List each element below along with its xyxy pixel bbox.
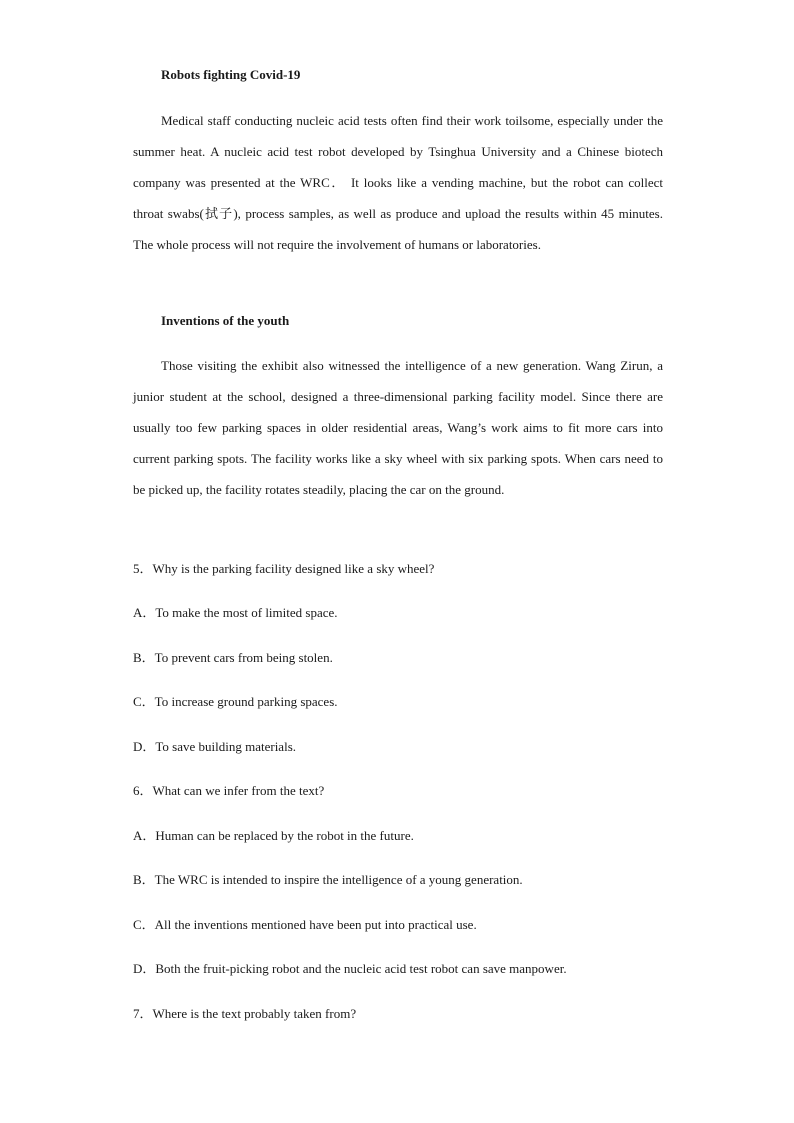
- paragraph-robots: Medical staff conducting nucleic acid tests often find their work toilsome, especially under the summer heat. A nucleic acid test robot developed by Tsinghua University and a Chinese biotech company was presented at the WRC． It looks like a vending machine, but the robot can collect throat swabs(拭子), process samples, as well as produce and upload the results within 45 minutes. The whole process will not require the involvement of humans or laboratories.: [133, 113, 663, 252]
- question-5-option-c: C．To increase ground parking spaces.: [133, 694, 338, 709]
- question-5-option-a: A．To make the most of limited space.: [133, 605, 338, 620]
- paragraph-inventions: Those visiting the exhibit also witnessed the intelligence of a new generation. Wang Zirun, a junior student at the school, designed a three-dimensional parking facility model. Since there are usually too few parking spaces in older residential areas, Wang’s work aims to fit more cars into current parking spots. The facility works like a sky wheel with six parking spots. When cars need to be picked up, the facility rotates steadily, placing the car on the ground.: [133, 358, 663, 497]
- question-5-option-b: B．To prevent cars from being stolen.: [133, 650, 333, 665]
- question-6-stem: 6．What can we infer from the text?: [133, 783, 325, 798]
- question-5-stem: 5．Why is the parking facility designed like a sky wheel?: [133, 561, 435, 576]
- question-6-option-b: B．The WRC is intended to inspire the intelligence of a young generation.: [133, 872, 523, 887]
- question-6-option-c: C．All the inventions mentioned have been put into practical use.: [133, 917, 477, 932]
- section-title-robots: Robots fighting Covid-19: [161, 67, 301, 82]
- question-6-option-d: D．Both the fruit-picking robot and the nucleic acid test robot can save manpower.: [133, 961, 567, 976]
- section-title-inventions: Inventions of the youth: [161, 313, 290, 328]
- question-6-option-a: A．Human can be replaced by the robot in the future.: [133, 828, 414, 843]
- question-5-option-d: D．To save building materials.: [133, 739, 297, 754]
- question-7-stem: 7．Where is the text probably taken from?: [133, 1006, 357, 1021]
